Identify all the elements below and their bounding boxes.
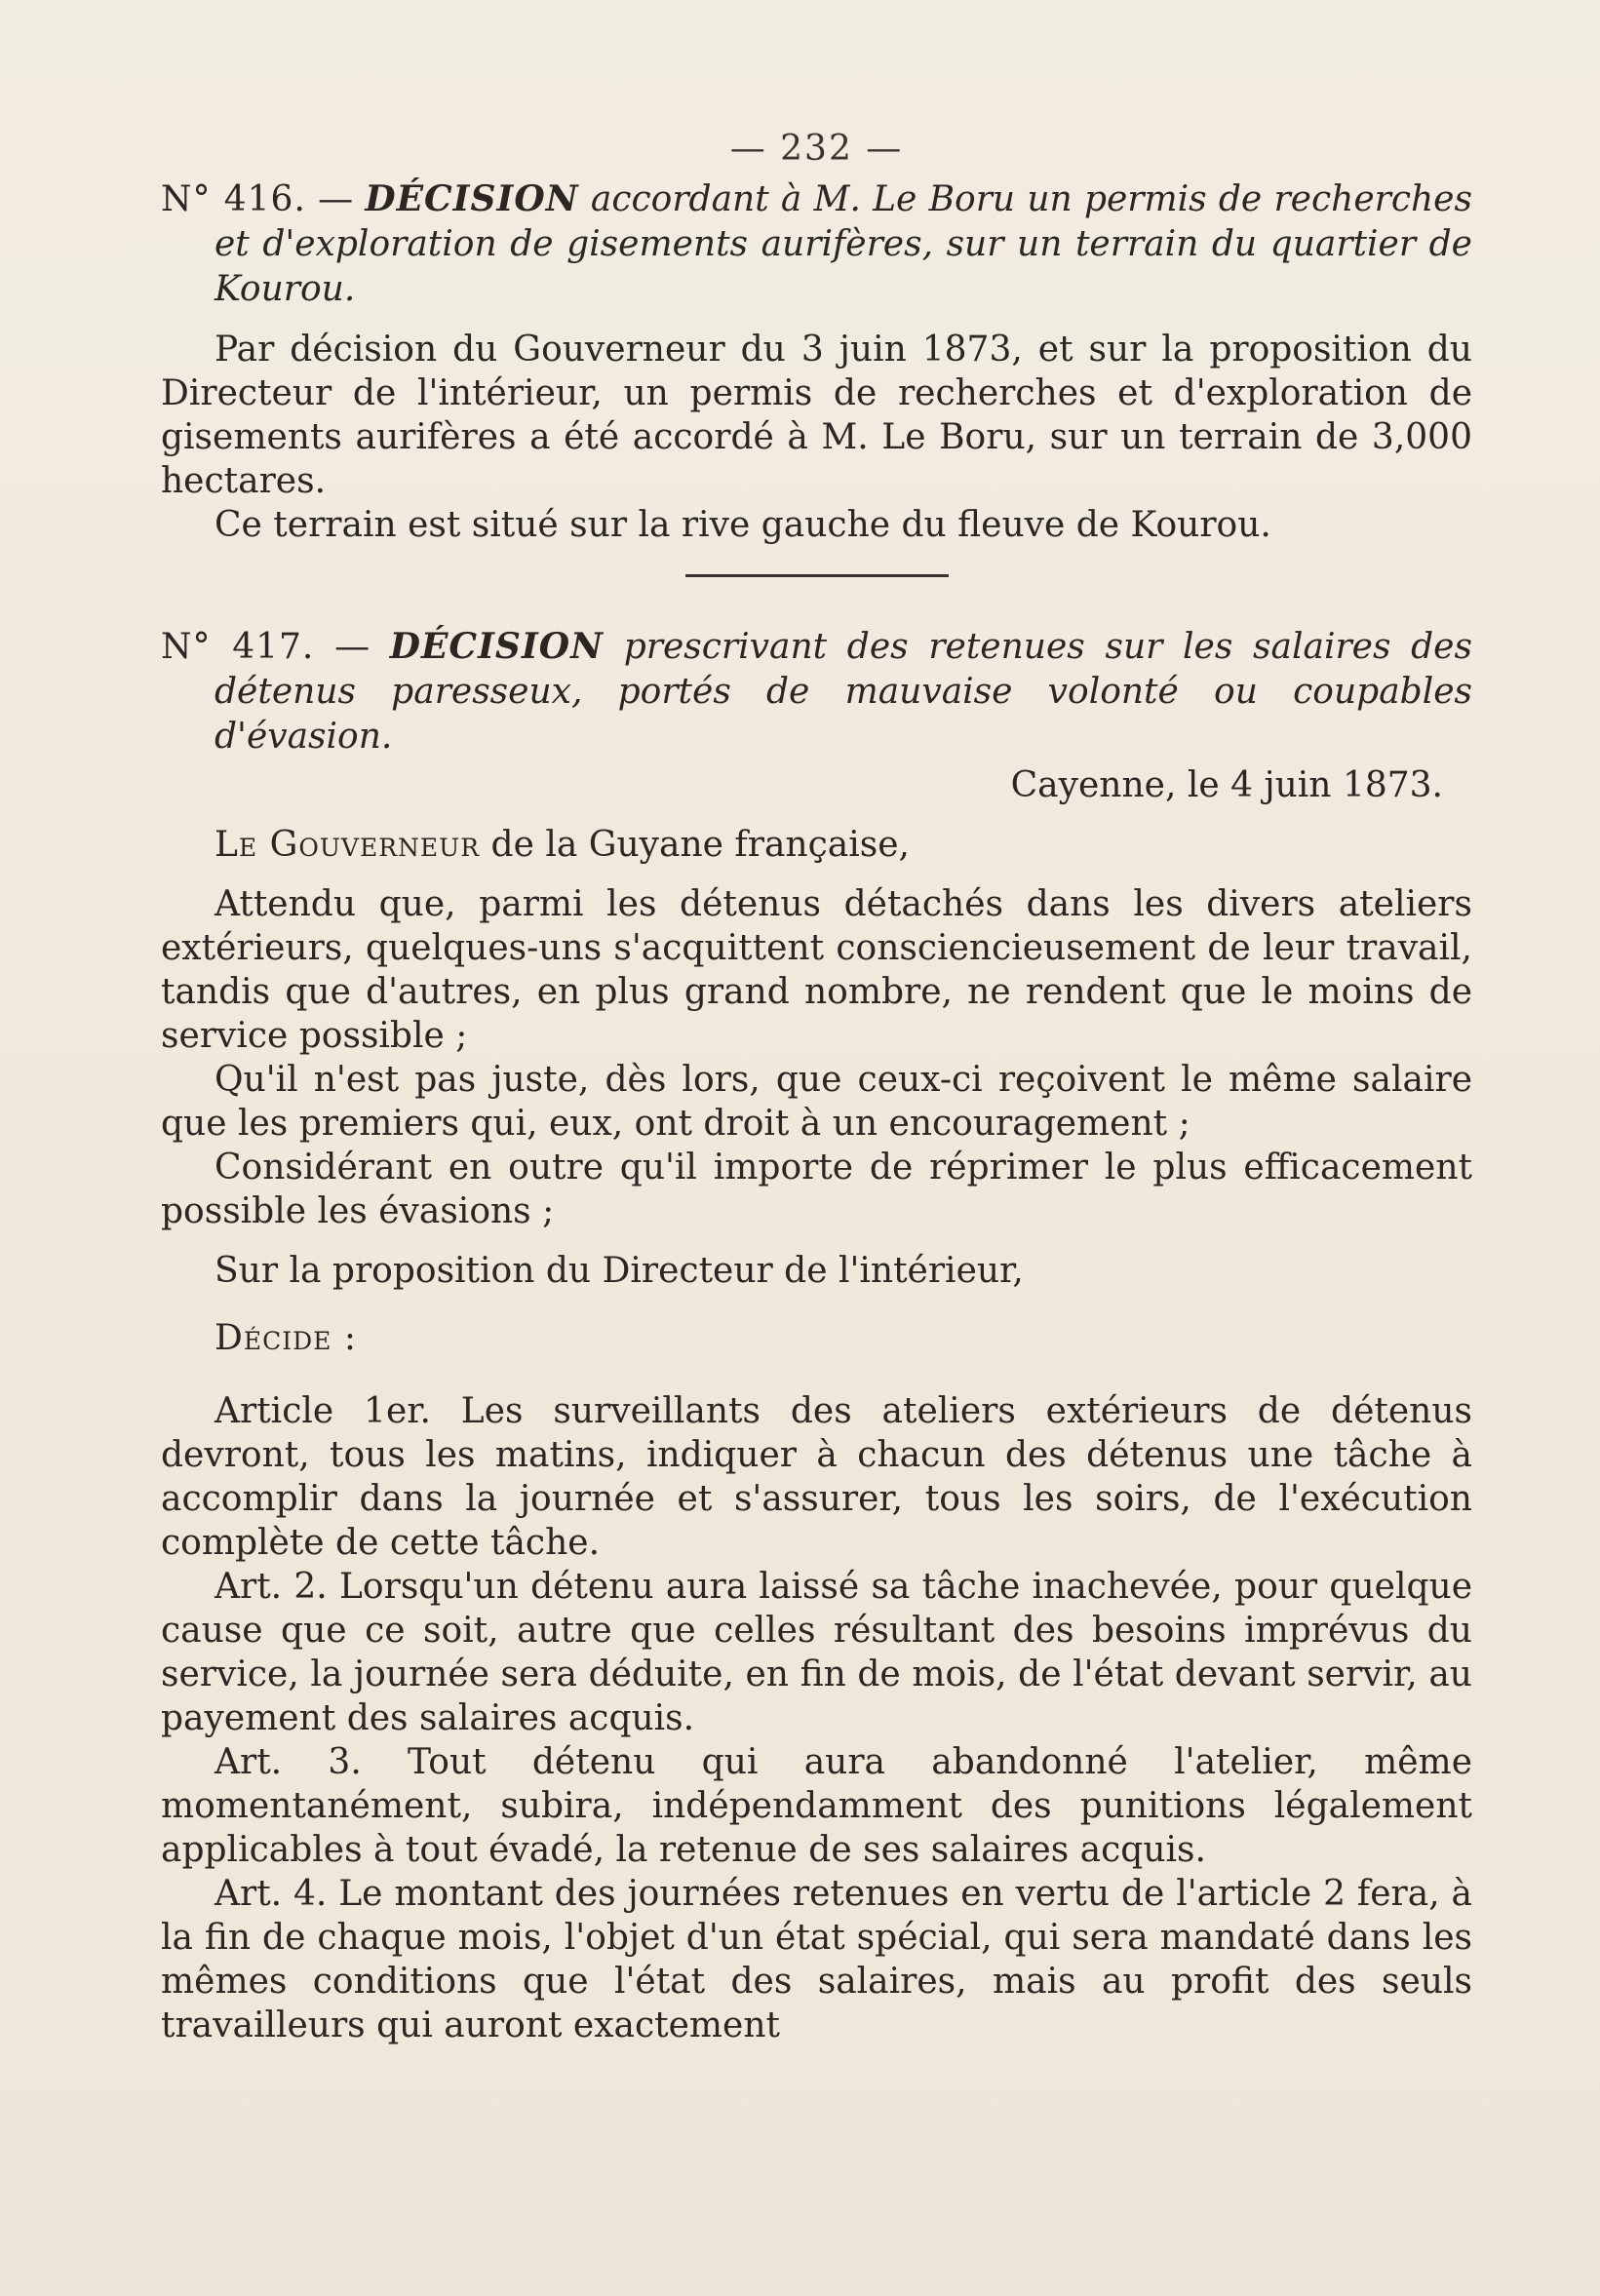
consideration-paragraph: Attendu que, parmi les détenus détachés dans les divers ateliers extérieurs, quelques-uns s'acquittent consciencieusement de leur travail, tandis que d'autres, en plus grand nombre, ne rendent que le moins de service possible ; <box>161 884 1472 1056</box>
opening-rest: de la Guyane française, <box>480 825 910 865</box>
page-number: — 232 — <box>729 129 904 169</box>
entry-416-paragraph: Par décision du Gouverneur du 3 juin 1873, et sur la proposition du Directeur de l'intérieur, un permis de recherches et d'exploration de gisements aurifères a été accordé à M. Le Boru, sur un terrain de 3,000 hectares. <box>161 330 1472 501</box>
section-divider <box>685 574 949 577</box>
entry-416-paragraph: Ce terrain est situé sur la rive gauche du fleuve de Kourou. <box>215 505 1271 545</box>
entry-416-keyword: DÉCISION <box>365 178 579 219</box>
article-paragraph: Article 1er. Les surveillants des ateliers extérieurs de détenus devront, tous les matins, indiquer à chacun des détenus une tâche à accomplir dans la journée et s'assurer, tous les soirs, de l'exécution complète de cette tâche. <box>161 1391 1472 1563</box>
entry-417-heading <box>161 624 1472 759</box>
entry-417-keyword: DÉCISION <box>389 626 605 667</box>
article-paragraph: Art. 3. Tout détenu qui aura abandonné l'atelier, même momentanément, subira, indépendamment des punitions légalement applicables à tout évadé, la retenue de ses salaires acquis. <box>161 1742 1472 1870</box>
article-paragraph: Art. 2. Lorsqu'un détenu aura laissé sa tâche inachevée, pour quelque cause que ce soit, autre que celles résultant des besoins imprévus du service, la journée sera déduite, en fin de mois, de l'état devant servir, au payement des salaires acquis. <box>161 1567 1472 1738</box>
consideration-paragraph: Considérant en outre qu'il importe de réprimer le plus efficacement possible les évasions ; <box>161 1148 1472 1231</box>
opening-small-caps: Le Gouverneur <box>215 825 481 865</box>
entry-416-dash: — <box>318 179 354 219</box>
text-column <box>161 127 1472 2047</box>
opening-line <box>161 823 1472 867</box>
dateline: Cayenne, le 4 juin 1873. <box>1010 765 1443 805</box>
entry-417-title: prescrivant des retenues sur les salaires des détenus paresseux, portés de mauvaise volonté ou coupables d'évasion. <box>215 627 1472 757</box>
entry-417-dash: — <box>334 627 371 667</box>
consideration-paragraph: Sur la proposition du Directeur de l'intérieur, <box>215 1251 1024 1291</box>
decide-heading: Décide : <box>215 1318 357 1358</box>
entry-416-heading <box>161 176 1472 312</box>
article-paragraph: Art. 4. Le montant des journées retenues en vertu de l'article 2 fera, à la fin de chaque mois, l'objet d'un état spécial, qui sera mandaté dans les mêmes conditions que l'état des salaires, mais au profit des seuls travailleurs qui auront exactement <box>161 1874 1472 2045</box>
consideration-paragraph: Qu'il n'est pas juste, dès lors, que ceux-ci reçoivent le même salaire que les premiers qui, eux, ont droit à un encouragement ; <box>161 1060 1472 1144</box>
entry-416-number: N° 416. <box>161 179 306 219</box>
entry-416-title: accordant à M. Le Boru un permis de recherches et d'exploration de gisements aurifères, sur un terrain du quartier de Kourou. <box>215 179 1472 309</box>
entry-417-number: N° 417. <box>161 627 315 667</box>
